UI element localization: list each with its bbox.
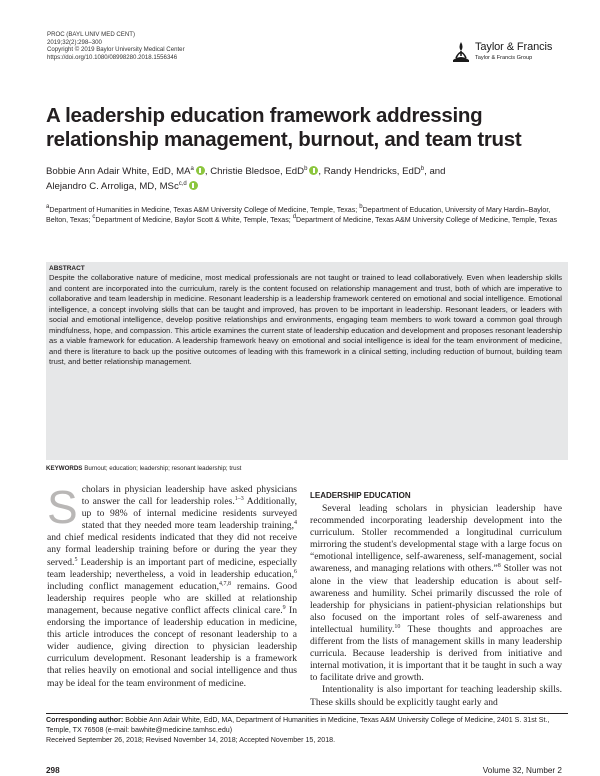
drop-cap: S (47, 481, 78, 533)
correspondence-label: Corresponding author: (46, 716, 124, 724)
author-name: Alejandro C. Arroliga, MD, MSc (46, 181, 179, 192)
orcid-icon[interactable] (309, 166, 318, 175)
received-dates: Received September 26, 2018; Revised November 14, 2018; Accepted November 15, 2018. (46, 735, 336, 744)
affiliations: $^a$Department of Humanities in Medicine, Texas A&M University College of Medicine, Temple, Texas; $^b$Department of Education, University of Mary Hardin–Baylor, Belton, Texas; $^c$Department of Medicine, Baylor Scott & White, Temple, Texas; $^d$Department of Medicine, Texas A&M University College of Medicine, Temple, Texas (46, 204, 558, 224)
journal-volume-pages: 2019;32(2):298–300 (47, 38, 102, 46)
divider (46, 713, 568, 714)
keywords (46, 465, 241, 472)
correspondence (46, 716, 568, 745)
abstract-heading: ABSTRACT (49, 265, 85, 272)
paragraph: Intentionality is also important for teaching leadership skills. These skills should be explicitly taught early and (310, 684, 562, 708)
abstract-box (46, 262, 568, 460)
doi-link[interactable]: https://doi.org/10.1080/08998280.2018.1556346 (47, 53, 178, 61)
paragraph: Several leading scholars in physician leadership have recommended incorporating leadership development into the curriculum. Stoller recommended a longitudinal curriculum mirroring the student's developmental stage with a large focus on “emotional intelligence, self-awareness, self-management, social awareness, and managing relations with others.”$^8$ Stoller was not alone in the view that leadership education is about self-awareness and humility. Schei primarily discussed the role of leadership for physicians in patient-physician relationships but also focused on the important roles of self-awareness and intellectual humility.$^{10}$ These thoughts and approaches are different from the lists of management skills in many leadership curricula. Because leadership is derived from initiative and internal motivation, it is important that it be taught in such a way to facilitate drive and growth. (310, 503, 562, 684)
orcid-icon[interactable] (189, 181, 198, 190)
orcid-icon[interactable] (196, 166, 205, 175)
abstract-text: Despite the collaborative nature of medicine, most medical professionals are not taught or trained to lead collaboratively. Even when leadership skills and content are incorporated into the curriculum, rarely is the content focused on relationship management and trust, both of which are imperative to collaborative and team leadership in medicine. Resonant leadership is a leadership framework centered on emotional and social intelligence. Emotional intelligence, a concept involving skills that can be taught and improved, has proven to be important in leadership. Resonant leaders, or leaders with social and emotional intelligence, develop positive relationships and environments, engaging team members to work toward a common goal through mindfulness, hope, and compassion. This article examines the current state of leadership education and development and proposes resonant leadership as a viable framework for education. A leadership framework heavy on emotional and social intelligence is ideal for the team environment of medicine, and there is literature to back up the positive outcomes of leading with this framework in a clinical setting, including reduction of burnout, building team trust, and better relationship management. (49, 273, 562, 366)
lamp-icon (450, 38, 472, 64)
journal-header (47, 31, 185, 61)
journal-name: PROC (BAYL UNIV MED CENT) (47, 31, 136, 38)
author-list: Bobbie Ann Adair White, EdD, $MA^a$ , Christie Bledsoe, EdD$^b$ , Randy Hendricks, EdD$^b$, and Alejandro C. Arroliga, MD, MSc$^{c,d}$ (46, 166, 446, 192)
article-title: A leadership education framework addressing relationship management, burnout, and team trust (46, 104, 522, 151)
author-name: Bobbie Ann Adair White, EdD, MA (46, 166, 191, 177)
volume-footer: Volume 32, Number 2 (482, 766, 562, 775)
body-column-left: Scholars in physician leadership have asked physicians to answer the call for leadership roles.$^{1-3}$ Additionally, up to 98% of internal medicine residents surveyed stated that they needed more team leadership training,$^4$ and chief medical residents indicated that they did not receive any formal leadership training before or during the year they served.$^5$ Leadership is an important part of medicine, especially team leadership; nevertheless, a void in leadership education,$^6$ including conflict management education,$^{4,7,8}$ remains. Good leadership requires people who are skilled at relationship management, because negative conflict affects clinical care.$^9$ In endorsing the importance of leadership education in medicine, this article introduces the concept of resonant leadership to a wider audience, giving direction to physician leadership curriculum development. Resonant leadership is a framework that relies heavily on emotional and social intelligence and thus may be ideal for the team environment of medicine. (47, 481, 297, 689)
keywords-text: Burnout; education; leadership; resonant leadership; trust (84, 465, 242, 472)
page-number: 298 (46, 766, 60, 775)
copyright-line: Copyright © 2019 Baylor University Medical Center (47, 46, 185, 54)
author-name: Christie Bledsoe, EdD (210, 166, 305, 177)
body-column-right (310, 484, 562, 709)
keywords-label: KEYWORDS (46, 465, 83, 472)
section-heading: LEADERSHIP EDUCATION (310, 491, 411, 500)
publisher-group: Taylor & Francis Group (475, 55, 533, 61)
publisher-logo (450, 38, 560, 70)
publisher-name: Taylor & Francis (475, 41, 553, 53)
author-name: Randy Hendricks, EdD (323, 166, 421, 177)
correspondence-text: Bobbie Ann Adair White, EdD, MA, Department of Humanities in Medicine, Texas A&M University College of Medicine, 2401 S. 31st St., Temple, TX 76508 (e-mail: bawhite@medicine.tamhsc.edu) (46, 716, 550, 734)
